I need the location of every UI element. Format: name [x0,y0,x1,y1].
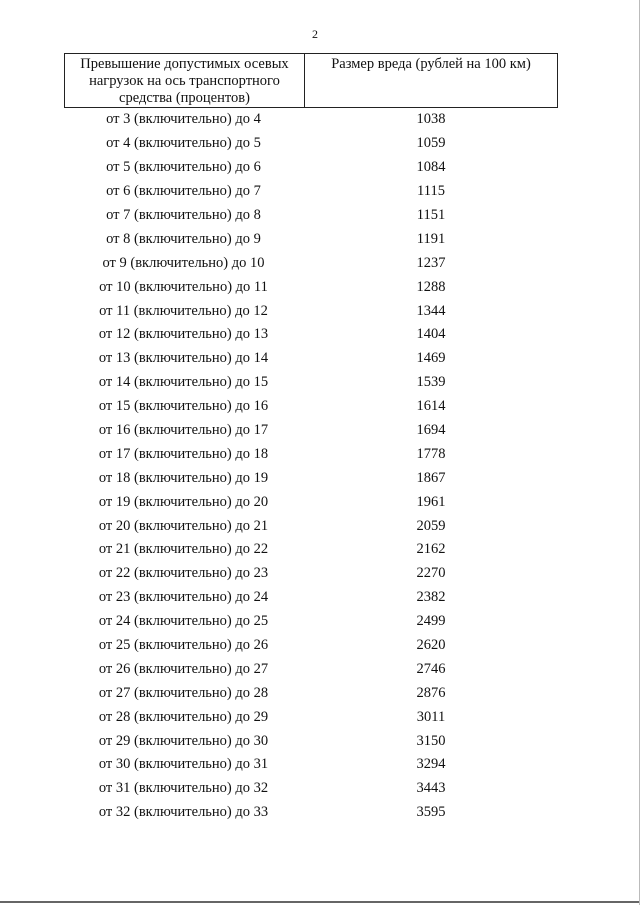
table-row [65,490,558,514]
damage-amount-cell: 2499 [416,613,446,630]
overload-range-cell: от 24 (включительно) до 25 [98,613,269,630]
table-row [65,156,558,180]
overload-range-cell: от 29 (включительно) до 30 [98,732,269,749]
table-row [65,705,558,729]
table-row [65,442,558,466]
table-row [65,227,558,251]
damage-amount-cell: 1288 [416,278,446,295]
table-row [65,275,558,299]
damage-amount-cell: 3150 [416,732,446,749]
table-header [65,54,558,108]
table-row [65,108,558,132]
header-row [65,54,558,108]
damage-amount-cell: 1191 [416,230,446,247]
damage-amount-cell: 1237 [416,254,446,271]
damage-amount-cell: 1115 [417,183,445,200]
overload-range-cell: от 19 (включительно) до 20 [98,493,269,510]
overload-range-cell: от 20 (включительно) до 21 [98,517,269,534]
damage-amount-cell: 1084 [416,159,446,176]
table-row [65,132,558,156]
damage-amount-cell: 1961 [416,493,446,510]
overload-range-cell: от 3 (включительно) до 4 [106,111,261,128]
header-overload-percent: Превышение допустимых осевых нагрузок на ось транспортного средства (процентов) [65,54,305,108]
overload-range-cell: от 4 (включительно) до 5 [106,135,261,152]
overload-range-cell: от 17 (включительно) до 18 [98,445,269,462]
table-row [65,657,558,681]
damage-amount-cell: 2162 [416,541,446,558]
overload-range-cell: от 10 (включительно) до 11 [99,278,268,295]
table-row [65,466,558,490]
table-row [65,729,558,753]
overload-range-cell: от 31 (включительно) до 32 [98,780,269,797]
table-row [65,419,558,443]
overload-range-cell: от 23 (включительно) до 24 [98,589,269,606]
damage-amount-cell: 1404 [416,326,446,343]
table-row [65,180,558,204]
overload-range-cell: от 25 (включительно) до 26 [98,637,269,654]
overload-range-cell: от 12 (включительно) до 13 [98,326,269,343]
overload-range-cell: от 16 (включительно) до 17 [98,422,269,439]
overload-range-cell: от 27 (включительно) до 28 [98,684,269,701]
overload-range-cell: от 15 (включительно) до 16 [98,398,269,415]
table-row [65,323,558,347]
table-row [65,299,558,323]
damage-amount-cell: 1151 [416,207,446,223]
overload-range-cell: от 32 (включительно) до 33 [98,804,269,821]
overload-range-cell: от 6 (включительно) до 7 [106,183,261,200]
overload-range-cell: от 5 (включительно) до 6 [106,159,261,176]
table-row [65,777,558,801]
damage-amount-cell: 3595 [416,804,446,821]
table-row [65,395,558,419]
damage-amount-cell: 2382 [416,589,446,606]
table-row [65,634,558,658]
overload-range-cell: от 8 (включительно) до 9 [106,230,261,247]
damage-table [64,53,558,825]
damage-amount-cell: 1539 [416,374,446,391]
damage-amount-cell: 1059 [416,135,446,152]
damage-amount-cell: 1344 [416,302,446,319]
damage-amount-cell: 2746 [416,660,446,677]
damage-amount-cell: 1614 [416,398,446,415]
overload-range-cell: от 28 (включительно) до 29 [98,708,269,725]
overload-range-cell: от 9 (включительно) до 10 [102,254,265,271]
table-row [65,204,558,228]
overload-range-cell: от 22 (включительно) до 23 [98,565,269,582]
table-row [65,681,558,705]
overload-range-cell: от 21 (включительно) до 22 [98,541,269,558]
table-row [65,610,558,634]
overload-range-cell: от 11 (включительно) до 12 [99,302,268,319]
overload-range-cell: от 18 (включительно) до 19 [98,469,269,486]
damage-amount-cell: 3011 [416,708,446,725]
damage-amount-cell: 1469 [416,350,446,367]
table-body [65,108,558,825]
scan-edge-bottom [0,901,640,903]
damage-amount-cell: 1778 [416,445,446,462]
table-row [65,251,558,275]
damage-amount-cell: 1867 [416,469,446,486]
damage-amount-cell: 1038 [416,111,446,128]
table-row [65,753,558,777]
damage-amount-cell: 2059 [416,517,446,534]
header-damage-amount: Размер вреда (рублей на 100 км) [305,54,558,108]
overload-range-cell: от 13 (включительно) до 14 [98,350,269,367]
damage-amount-cell: 2620 [416,637,446,654]
overload-range-cell: от 14 (включительно) до 15 [98,374,269,391]
overload-range-cell: от 7 (включительно) до 8 [106,207,261,223]
damage-amount-cell: 1694 [416,422,446,439]
damage-amount-cell: 3443 [416,780,446,797]
damage-amount-cell: 2270 [416,565,446,582]
table-row [65,347,558,371]
page-number: 2 [312,27,318,41]
table-row [65,586,558,610]
table-row [65,562,558,586]
overload-range-cell: от 30 (включительно) до 31 [98,756,269,773]
table-row [65,801,558,825]
table-row [65,371,558,395]
table-row [65,514,558,538]
overload-range-cell: от 26 (включительно) до 27 [98,660,269,677]
damage-amount-cell: 2876 [416,684,446,701]
damage-amount-cell: 3294 [416,756,446,773]
table-row [65,538,558,562]
